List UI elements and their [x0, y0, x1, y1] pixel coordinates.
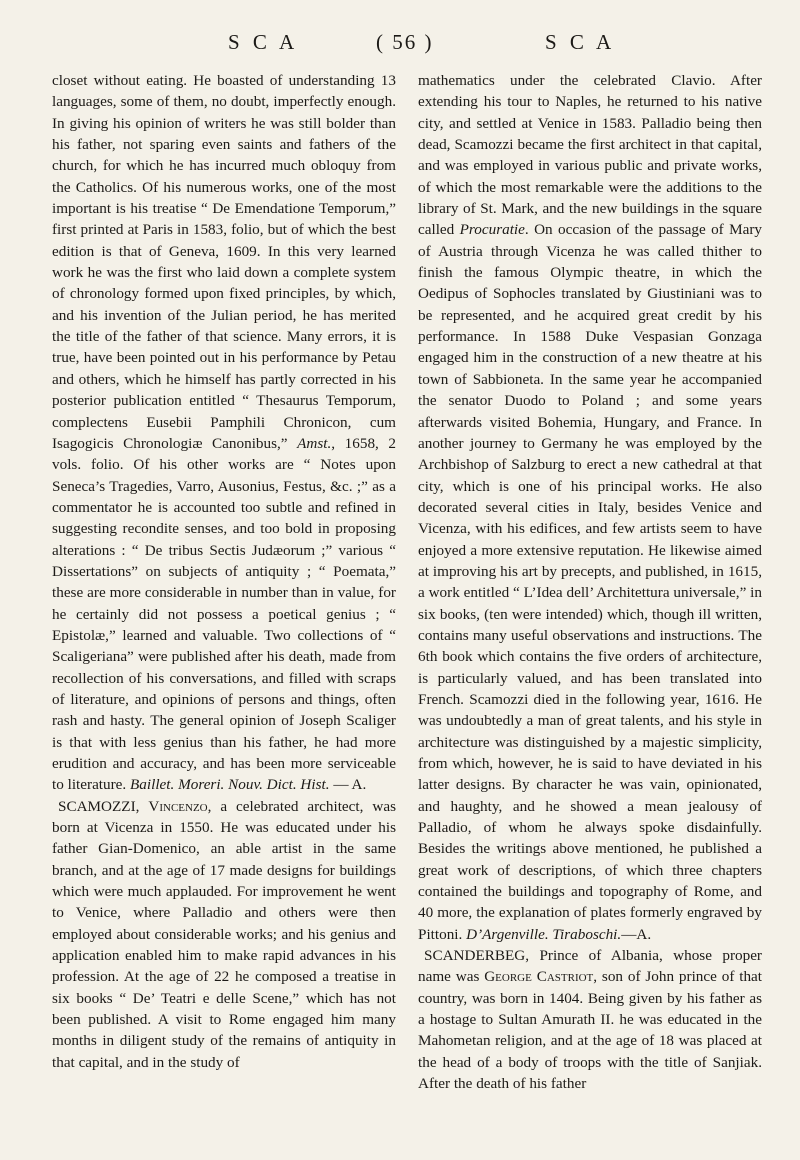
scaliger-signature: — A. [329, 776, 367, 794]
right-column [418, 70, 762, 1095]
header-right-keyword: S C A [545, 30, 616, 54]
header-left-keyword: S C A [228, 30, 299, 54]
page-number: ( 56 ) [376, 30, 434, 54]
scaliger-text-b: , 1658, 2 vols. folio. Of his other works are “ Notes upon Seneca’s Tragedies, Varro, Ausonius, Festus, &c. ;” as a commentator he is accounted too subtle and refined in suggesting recondite senses, and too bold in proposing alterations : “ De tribus Sectis Judæorum ;” various “ Dissertations” on subjects of antiquity ; “ Poemata,” these are more considerable in number than in value, for he certainly did not possess a poetical genius ; “ Epistolæ,” learned and valuable. Two collections of “ Scaligeriana” were published after his death, made from recollection of his conversations, and filled with scraps of literature, and opinions of persons and things, often rash and hasty. The general opinion of Joseph Scaliger is that with less genius than his father, he had more erudition and accuracy, and has been more serviceable to literature. [52, 434, 396, 794]
scanderbeg-headword: SCANDERBEG, [424, 947, 530, 965]
scamozzi-headword: SCAMOZZI, [58, 797, 140, 815]
left-column [52, 70, 396, 1073]
scamozzi-given-name: Vincenzo [148, 797, 208, 815]
scamozzi-text-b: mathematics under the celebrated Clavio. After extending his tour to Naples, he returned to his native city, and settled at Venice in 1583. Palladio being then dead, Scamozzi became the first architect in that capital, and was employed in various public and private works, of which the most remarkable were the additions to the library of St. Mark, and the new buildings in the square called [418, 72, 762, 239]
scamozzi-references: D’Argenville. Tiraboschi. [466, 925, 622, 943]
scamozzi-entry [52, 796, 396, 1073]
scamozzi-signature: —A. [621, 925, 652, 943]
scamozzi-entry-continuation [418, 70, 762, 945]
scaliger-text-a: closet without eating. He boasted of understanding 13 languages, some of them, no doubt, imperfectly enough. In giving his opinion of writers he was still bolder than his father, not sparing even saints and fathers of the church, for which he has incurred much obloquy from the Catholics. Of his numerous works, one of the most important is his treatise “ De Emendatione Temporum,” first printed at Paris in 1583, folio, but of which the best edition is that of Geneva, 1609. In this very learned work he was the first who laid down a complete system of chronology formed upon fixed principles, by which, and his invention of the Julian period, he has merited the title of the father of that science. Many errors, it is true, have been pointed out in his performance by Petau and others, which he himself has partly corrected in his posterior publication entitled “ Thesaurus Temporum, complectens Eusebii Pamphili Chronicon, cum Isagogicis Chronologiæ Canonibus,” [52, 72, 396, 452]
scaliger-entry-continuation [52, 70, 396, 796]
scanderbeg-text-a: Prince of Albania, whose proper name was [418, 947, 762, 986]
scamozzi-text-c: . On occasion of the passage of Mary of Austria through Vicenza he was called thither to finish the famous Olympic theatre, in which the Oedipus of Sophocles translated by Giustiniani was to be represented, and he acquired great credit by his performance. In 1588 Duke Vespasian Gonzaga engaged him in the construction of a new theatre at his town of Sabbioneta. In the same year he accompanied the senator Duodo to Poland ; and some years afterwards visited Bohemia, Hungary, and France. In another journey to Germany he was employed by the Archbishop of Salzburg to erect a new cathedral at that city, which is one of his principal works. He also decorated several cities in Italy, besides Venice and Vicenza, with his edifices, and few artists seem to have enjoyed a more extensive reputation. He likewise aimed at improving his art by precepts, and published, in 1615, a work entitled “ L’Idea dell’ Architettura universale,” in six books, (ten were intended) which, though ill written, contains many useful observations and instructions. The 6th book which contains the five orders of architecture, is particularly valued, and has been translated into French. Scamozzi died in the following year, 1616. He was undoubtedly a man of great talents, and his style in architecture was distinguished by a majestic simplicity, from which, however, he is said to have deviated in his latter designs. By character he was vain, opinionated, and haughty, and he showed a mean jealousy of Palladio, of whom he always spoke disdainfully. Besides the writings above mentioned, he published a great work of descriptions, of which three chapters contained the buildings and topography of Rome, and 40 more, the explanation of plates formerly engraved by Pittoni. [418, 221, 762, 943]
scamozzi-ital-procuratie: Procuratie [459, 221, 525, 239]
scanderbeg-proper-name: George Castriot [484, 968, 594, 986]
scaliger-ital-amst: Amst. [297, 434, 332, 452]
scanderbeg-text-b: , son of John prince of that country, was born in 1404. Being given by his father as a hostage to Sultan Amurath II. he was educated in the Mahometan religion, and at the age of 18 was placed at the head of a body of troops with the title of Sanjiak. After the death of his father [418, 968, 762, 1093]
scaliger-references: Baillet. Moreri. Nouv. Dict. Hist. [130, 776, 330, 794]
running-header [0, 30, 800, 64]
scanderbeg-entry [418, 945, 762, 1094]
scamozzi-text-a: , a celebrated architect, was born at Vicenza in 1550. He was educated under his father Gian-Domenico, an able artist in the same branch, and at the age of 17 made designs for buildings which were much applauded. For improvement he went to Venice, where Palladio and others were then employed about considerable works; and his genius and application enabled him to make rapid advances in his profession. At the age of 22 he composed a treatise in six books “ De’ Teatri e delle Scene,” which has not been published. A visit to Rome engaged him many months in diligent study of the remains of antiquity in that capital, and in the study of [52, 797, 396, 1071]
